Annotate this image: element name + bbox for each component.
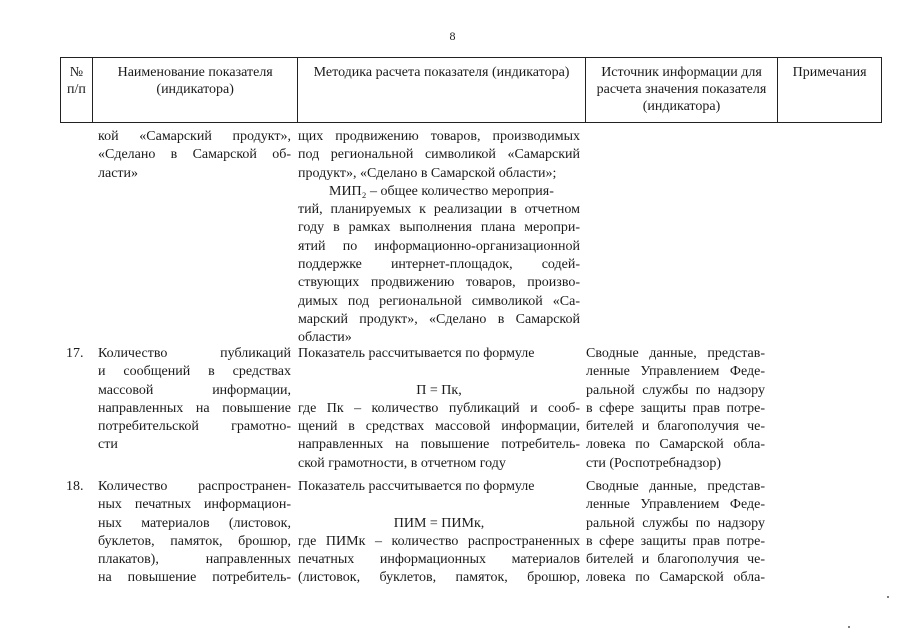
row-17-source: Сводные данные, представ- ленные Управлением Феде- ральной службы по надзору в сфере защиты прав потре- бителей и благополучия че- ловека по Самарской обла- сти (Роспотребнадзор) — [586, 346, 765, 471]
row-17-number: 17. — [66, 346, 84, 361]
row-18-source: Сводные данные, представ- ленные Управлением Феде- ральной службы по надзору в сфере защиты прав потре- бителей и благополучия че- ловека по Самарской обла- — [586, 479, 765, 586]
continuation-method: щих продвижению товаров, производимых под региональной символикой «Самарский продукт», «Сделано в Самарской области»; МИП₂ – общее количество мероприя- тий, планируемых к реализации в отчетном году в рамках выполнения плана меропри- ятий по информационно-организационной поддержке интернет-площадок, содей- ствующих продвижению товаров, произво- димых под региональной символикой «Са- марский продукт», «Сделано в Самарской области» — [298, 129, 580, 346]
header-notes: Примечания — [792, 65, 867, 80]
scan-speck — [848, 626, 850, 628]
header-number: № п/п — [61, 58, 93, 122]
table-header — [60, 57, 882, 123]
row-18-method: Показатель рассчитывается по формуле ПИМ = ПИМк, где ПИМк – количество распространенных печатных информационных материалов (листовок, буклетов, памяток, брошюр, — [298, 479, 580, 586]
row-17-method: Показатель рассчитывается по формуле П = Пк, где Пк – количество публикаций и сооб- щений в средствах массовой информации, направленных на повышение потребитель- ской грамотности, в отчетном году — [298, 346, 580, 471]
header-source: Источник информации для расчета значения показателя (индикатора) — [586, 58, 779, 122]
header-indicator-name: Наименование показателя (индикатора) — [93, 58, 299, 122]
row-18-name: Количество распространен- ных печатных информацион- ных материалов (листовок, буклетов, памяток, брошюр, плакатов), направленных на повышение потребитель- — [98, 479, 291, 586]
continuation-name: кой «Самарский продукт», «Сделано в Самарской об- ласти» — [98, 129, 291, 181]
row-17-name: Количество публикаций и сообщений в средствах массовой информации, направленных на повышение потребительской грамотно- сти — [98, 346, 291, 453]
header-method: Методика расчета показателя (индикатора) — [298, 58, 585, 122]
row-18-formula: ПИМ = ПИМк, — [393, 515, 485, 531]
row-17-formula: П = Пк, — [416, 382, 462, 398]
row-18-number: 18. — [66, 479, 84, 494]
scan-speck — [887, 596, 889, 598]
page-number: 8 — [449, 29, 456, 43]
